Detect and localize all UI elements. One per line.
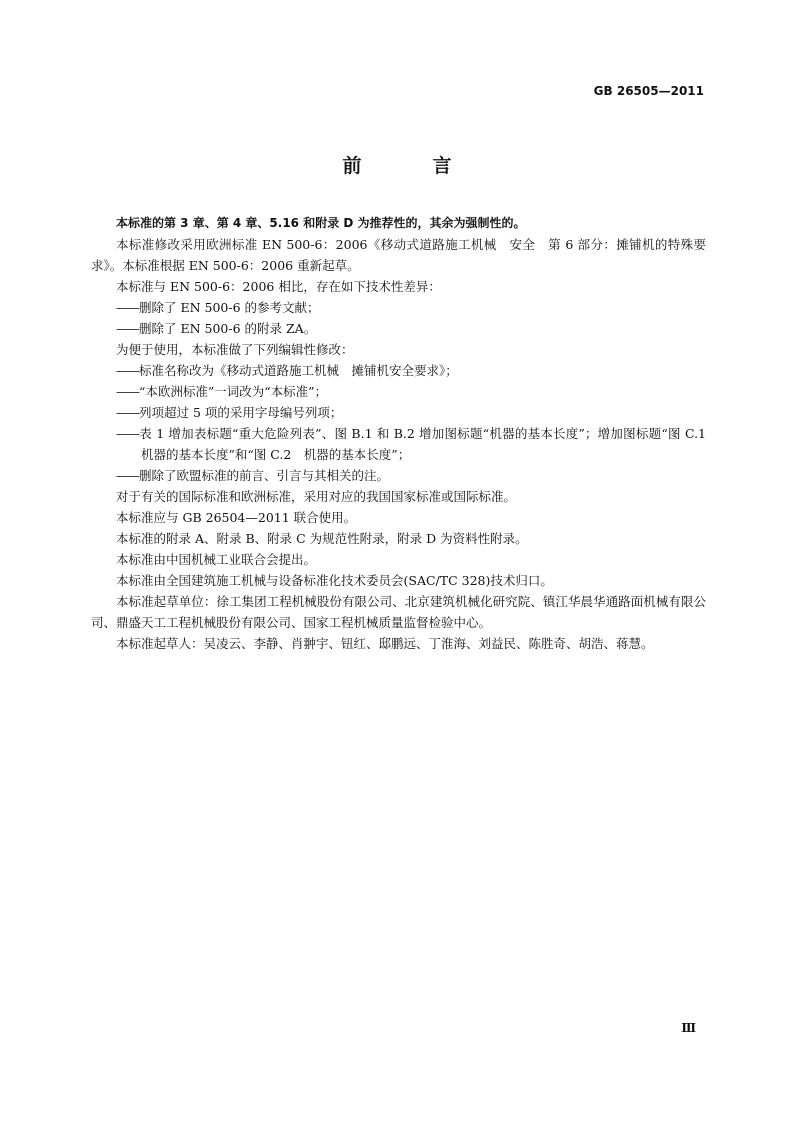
- list-item: [91, 423, 719, 465]
- list-item: [91, 465, 706, 486]
- list-item: [91, 360, 706, 381]
- standard-code: GB 26505—2011: [593, 84, 704, 98]
- paragraph-technical-differences: 本标准与 EN 500-6：2006 相比，存在如下技术性差异：: [116, 279, 441, 294]
- dash-mark: ——: [116, 363, 139, 378]
- list-item-text: 列项超过 5 项的采用字母编号列项；: [139, 405, 343, 420]
- paragraph-editorial-changes: 为便于使用，本标准做了下列编辑性修改：: [116, 342, 354, 357]
- dash-mark: ——: [116, 384, 139, 399]
- dash-mark: ——: [116, 321, 139, 336]
- list-item: [91, 318, 706, 339]
- paragraph-international-standards: 对于有关的国际标准和欧洲标准，采用对应的我国国家标准或国际标准。: [116, 489, 517, 504]
- dash-mark: ——: [116, 426, 139, 441]
- dash-mark: ——: [116, 300, 139, 315]
- dash-mark: ——: [116, 468, 139, 483]
- page-number: Ⅲ: [681, 1021, 696, 1035]
- list-item-text: 删除了欧盟标准的前言、引言与其相关的注。: [139, 468, 390, 483]
- list-item: [91, 297, 706, 318]
- paragraph-recommendatory: 本标准的第 3 章、第 4 章、5.16 和附录 D 为推荐性的，其余为强制性的。: [116, 216, 526, 230]
- page-title: 前 言: [342, 155, 478, 177]
- list-item: [91, 381, 706, 402]
- paragraph-adoption: 本标准修改采用欧洲标准 EN 500-6：2006《移动式道路施工机械 安全 第 6 部分：摊铺机的特殊要求》。本标准根据 EN 500-6：2006 重新起草。: [91, 237, 706, 273]
- foreword-body: [91, 213, 719, 654]
- paragraph-annexes: 本标准的附录 A、附录 B、附录 C 为规范性附录，附录 D 为资料性附录。: [116, 531, 528, 546]
- dash-mark: ——: [116, 405, 139, 420]
- list-item: [91, 402, 706, 423]
- paragraph-technical-committee: 本标准由全国建筑施工机械与设备标准化技术委员会(SAC/TC 328)技术归口。: [116, 573, 553, 588]
- list-item-text: 标准名称改为《移动式道路施工机械 摊铺机安全要求》；: [139, 363, 458, 378]
- list-item-text: 表 1 增加表标题“重大危险列表”、图 B.1 和 B.2 增加图标题“机器的基本长度”；增加图标题“图 C.1 机器的基本长度”和“图 C.2 机器的基本长度”；: [139, 426, 719, 462]
- list-item-text: 删除了 EN 500-6 的参考文献；: [139, 300, 320, 315]
- list-item-text: “本欧洲标准”一词改为“本标准”；: [139, 384, 328, 399]
- list-item-text: 删除了 EN 500-6 的附录 ZA。: [139, 321, 317, 336]
- paragraph-drafters: 本标准起草人：吴凌云、李静、肖翀宇、钮红、邸鹏远、丁淮海、刘益民、陈胜奇、胡浩、蒋慧。: [116, 636, 654, 651]
- paragraph-drafting-units: 本标准起草单位：徐工集团工程机械股份有限公司、北京建筑机械化研究院、镇江华晨华通路面机械有限公司、鼎盛天工工程机械股份有限公司、国家工程机械质量监督检验中心。: [91, 594, 706, 630]
- paragraph-proposed-by: 本标准由中国机械工业联合会提出。: [116, 552, 317, 567]
- paragraph-joint-use: 本标准应与 GB 26504—2011 联合使用。: [116, 510, 357, 525]
